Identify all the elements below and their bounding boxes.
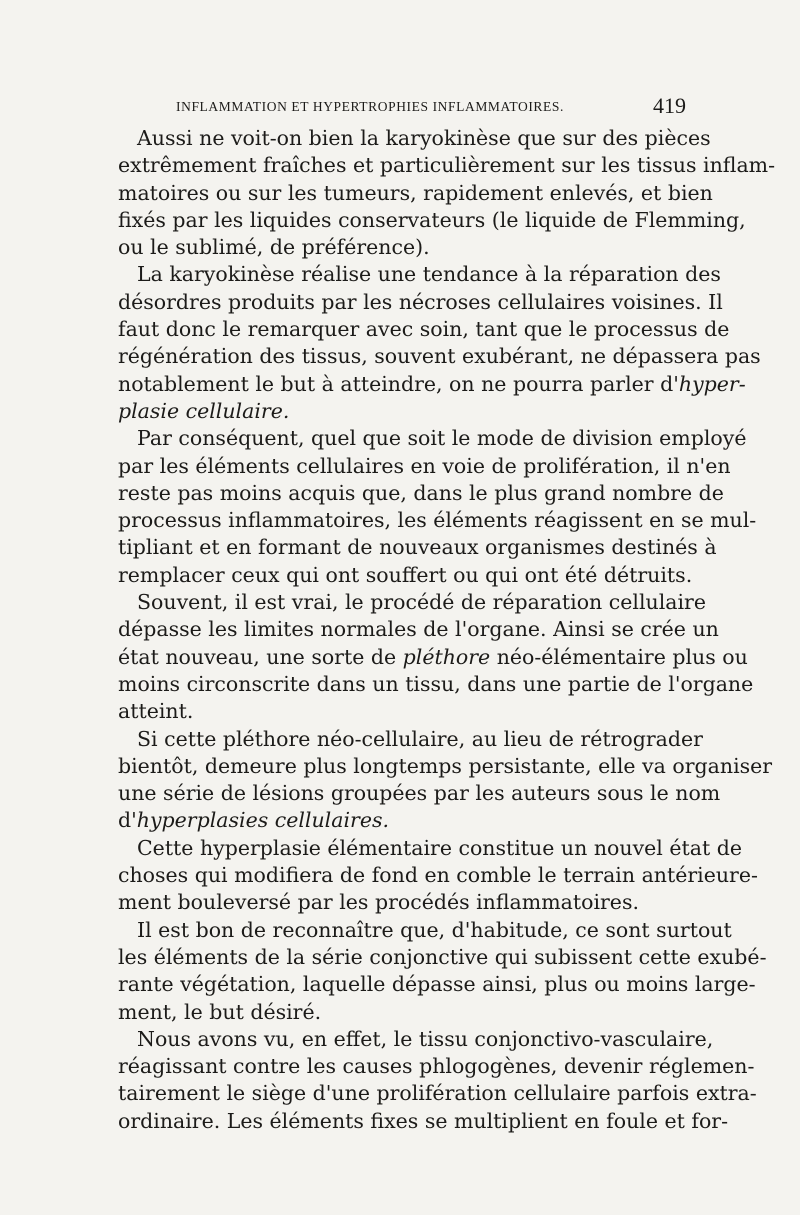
text-line: processus inflammatoires, les éléments réagissent en se mul- — [118, 508, 757, 533]
text-line: ordinaire. Les éléments fixes se multiplient en foule et for- — [118, 1108, 729, 1133]
text-line: reste pas moins acquis que, dans le plus grand nombre de — [118, 480, 724, 505]
text-span: néo-élémentaire plus ou — [490, 644, 748, 669]
text-line: une série de lésions groupées par les auteurs sous le nom — [118, 781, 721, 806]
text-line: fixés par les liquides conservateurs (le liquide de Flemming, — [118, 207, 746, 232]
page-header — [118, 93, 686, 123]
text-line: ou le sublimé, de préférence). — [118, 235, 430, 260]
text-line: Souvent, il est vrai, le procédé de réparation cellulaire — [137, 590, 706, 615]
text-line: par les éléments cellulaires en voie de prolifération, il n'en — [118, 453, 731, 478]
text-line: choses qui modifiera de fond en comble le terrain antérieure- — [118, 863, 758, 888]
text-line: bientôt, demeure plus longtemps persistante, elle va organiser — [118, 753, 773, 778]
text-line: Si cette pléthore néo-cellulaire, au lieu de rétrograder — [137, 726, 703, 751]
italic-term: hyperplasies cellulaires. — [136, 808, 389, 833]
text-line: faut donc le remarquer avec soin, tant que le processus de — [118, 317, 730, 342]
text-line — [118, 644, 748, 671]
text-line: désordres produits par les nécroses cellulaires voisines. Il — [118, 289, 723, 314]
text-line: rante végétation, laquelle dépasse ainsi, plus ou moins large- — [118, 972, 756, 997]
italic-term: plasie cellulaire. — [118, 398, 290, 423]
italic-term: hyper- — [678, 371, 746, 396]
body-text — [118, 125, 776, 1135]
text-line: Il est bon de reconnaître que, d'habitude, ce sont surtout — [137, 917, 732, 942]
text-line: La karyokinèse réalise une tendance à la réparation des — [137, 262, 721, 287]
text-line — [118, 371, 746, 398]
text-line — [118, 398, 686, 425]
text-line: Par conséquent, quel que soit le mode de division employé — [137, 426, 747, 451]
text-span: notablement le but à atteindre, on ne pourra parler d' — [118, 371, 679, 396]
text-line: moins circonscrite dans un tissu, dans une partie de l'organe — [118, 671, 754, 696]
running-head: INFLAMMATION ET HYPERTROPHIES INFLAMMATOIRES. — [176, 99, 564, 114]
text-line: remplacer ceux qui ont souffert ou qui ont été détruits. — [118, 562, 693, 587]
text-line: régénération des tissus, souvent exubérant, ne dépassera pas — [118, 344, 761, 369]
text-span: d' — [118, 808, 137, 833]
text-line: Cette hyperplasie élémentaire constitue un nouvel état de — [137, 835, 742, 860]
italic-term: pléthore — [402, 644, 491, 669]
text-line: dépasse les limites normales de l'organe. Ainsi se crée un — [118, 617, 719, 642]
page-number: 419 — [653, 93, 686, 118]
text-span: état nouveau, une sorte de — [118, 644, 403, 669]
text-line: les éléments de la série conjonctive qui subissent cette exubé- — [118, 944, 767, 969]
text-line: tairement le siège d'une prolifération cellulaire parfois extra- — [118, 1081, 757, 1106]
text-line: ment bouleversé par les procédés inflammatoires. — [118, 890, 639, 915]
text-line: matoires ou sur les tumeurs, rapidement enlevés, et bien — [118, 180, 713, 205]
text-line: Aussi ne voit-on bien la karyokinèse que sur des pièces — [137, 126, 711, 150]
text-line: extrêmement fraîches et particulièrement sur les tissus inflam- — [118, 153, 776, 178]
text-line: tipliant et en formant de nouveaux organismes destinés à — [118, 535, 717, 560]
text-line: réagissant contre les causes phlogogènes, devenir réglemen- — [118, 1054, 755, 1079]
text-line — [118, 807, 686, 834]
text-line: ment, le but désiré. — [118, 999, 322, 1024]
text-line: atteint. — [118, 699, 194, 724]
text-line: Nous avons vu, en effet, le tissu conjonctivo-vasculaire, — [137, 1026, 714, 1051]
